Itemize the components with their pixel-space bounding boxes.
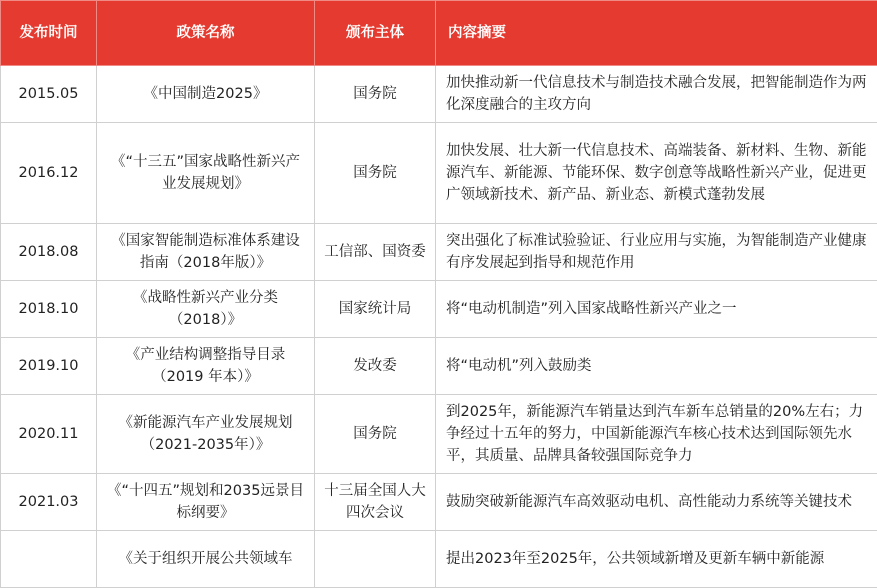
cell-issuer: 国务院 — [315, 66, 436, 123]
header-issuer: 颁布主体 — [315, 1, 436, 66]
cell-date: 2018.10 — [1, 281, 97, 338]
table-row — [1, 474, 877, 531]
cell-issuer: 国家统计局 — [315, 281, 436, 338]
table-row — [1, 281, 877, 338]
cell-policy-name: 《关于组织开展公共领域车 — [97, 531, 315, 588]
cell-issuer: 发改委 — [315, 338, 436, 395]
cell-issuer: 工信部、国资委 — [315, 224, 436, 281]
header-policy-name: 政策名称 — [97, 1, 315, 66]
cell-issuer — [315, 531, 436, 588]
cell-policy-name: 《中国制造2025》 — [97, 66, 315, 123]
table-row — [1, 531, 877, 588]
cell-date: 2016.12 — [1, 123, 97, 224]
cell-date: 2019.10 — [1, 338, 97, 395]
cell-date — [1, 531, 97, 588]
table-row — [1, 123, 877, 224]
cell-issuer: 国务院 — [315, 123, 436, 224]
table-header-row — [1, 1, 877, 66]
cell-policy-name: 《战略性新兴产业分类（2018）》 — [97, 281, 315, 338]
cell-summary: 加快发展、壮大新一代信息技术、高端装备、新材料、生物、新能源汽车、新能源、节能环保、数字创意等战略性新兴产业，促进更广领域新技术、新产品、新业态、新模式蓬勃发展 — [436, 123, 877, 224]
cell-summary: 将“电动机制造”列入国家战略性新兴产业之一 — [436, 281, 877, 338]
cell-policy-name: 《“十四五”规划和2035远景目标纲要》 — [97, 474, 315, 531]
table-row — [1, 66, 877, 123]
cell-issuer: 国务院 — [315, 395, 436, 474]
cell-date: 2018.08 — [1, 224, 97, 281]
header-summary: 内容摘要 — [436, 1, 877, 66]
table-row — [1, 395, 877, 474]
cell-date: 2015.05 — [1, 66, 97, 123]
cell-summary: 加快推动新一代信息技术与制造技术融合发展，把智能制造作为两化深度融合的主攻方向 — [436, 66, 877, 123]
cell-summary: 突出强化了标准试验验证、行业应用与实施，为智能制造产业健康有序发展起到指导和规范作用 — [436, 224, 877, 281]
cell-policy-name: 《国家智能制造标准体系建设指南（2018年版）》 — [97, 224, 315, 281]
header-date: 发布时间 — [1, 1, 97, 66]
cell-date: 2021.03 — [1, 474, 97, 531]
cell-summary: 到2025年，新能源汽车销量达到汽车新车总销量的20%左右；力争经过十五年的努力，中国新能源汽车核心技术达到国际领先水平，其质量、品牌具备较强国际竞争力 — [436, 395, 877, 474]
cell-summary: 鼓励突破新能源汽车高效驱动电机、高性能动力系统等关键技术 — [436, 474, 877, 531]
cell-summary: 提出2023年至2025年，公共领域新增及更新车辆中新能源 — [436, 531, 877, 588]
table-row — [1, 338, 877, 395]
cell-summary: 将“电动机”列入鼓励类 — [436, 338, 877, 395]
cell-policy-name: 《产业结构调整指导目录（2019 年本）》 — [97, 338, 315, 395]
table-row — [1, 224, 877, 281]
cell-policy-name: 《“十三五”国家战略性新兴产业发展规划》 — [97, 123, 315, 224]
cell-policy-name: 《新能源汽车产业发展规划（2021-2035年）》 — [97, 395, 315, 474]
cell-issuer: 十三届全国人大四次会议 — [315, 474, 436, 531]
cell-date: 2020.11 — [1, 395, 97, 474]
